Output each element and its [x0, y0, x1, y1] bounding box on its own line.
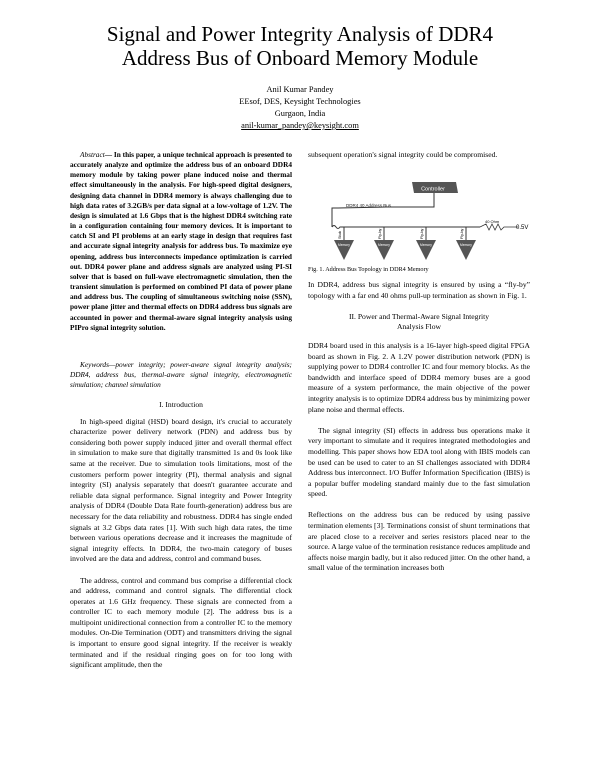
keywords [70, 360, 292, 390]
abstract-label: Abstract [80, 150, 105, 159]
bus-label: DDR4 40 Address Bus [346, 203, 392, 208]
section-2-paragraph-3: Reflections on the address bus can be reduced by using passive termination elements [3]. Terminations consist of shunt terminations that are placed close to a receiver and series resistors placed near to the source. A large value of the termination resistance reduces amplitude and affects noise margin badly, but it also reduced jitter. On the other hand, a small value of the termination increases both [308, 510, 530, 573]
branch-1 [338, 227, 344, 240]
fly-by-paragraph: In DDR4, address bus signal integrity is ensured by using a “fly-by” topology with a far end 40 ohms pull-up termination as shown in Fig. 1. [308, 280, 530, 300]
section-1-paragraph-1: In high-speed digital (HSD) board design, it's crucial to accurately characterize power delivery network (PDN) and address bus by considering both power supply induced jitter and overall thermal effect in simulation to make sure that digitally transmitted 1s and 0s look like same at the receiver. Due to simulation tools limitations, most of the customers perform power integrity (PI), thermal analysis and signal integrity (SI) analysis separately that doesn't guarantee accurate and reliable data signal performance. Signal integrity and Power Integrity analysis of DDR4 (Double Data Rate fourth-generation) address bus are necessary for the data reliability and robustness. DDR4 has single ended signals at 3.2 Gbps data rates [1]. With such high data rates, the time between various operations decrease and it increases the magnitude of signal integrity effects. In DDR4, the two-main category of buses involved are the data and address, control and command buses. [70, 416, 292, 564]
termination-volt-label: 0.5V [516, 225, 529, 231]
abstract [70, 150, 292, 333]
title-line-2: Address Bus of Onboard Memory Module [121, 46, 479, 70]
bus-trunk [332, 193, 434, 227]
branch-label: Fly-by [460, 228, 464, 239]
memory-device-2 [374, 240, 394, 260]
branch-4 [460, 227, 466, 240]
branch-3 [420, 227, 426, 240]
spacer [308, 333, 530, 341]
title-line-1: Signal and Power Integrity Analysis of DDR4 [106, 22, 494, 46]
paper-title [40, 22, 560, 70]
section-2-heading-line-1: II. Power and Thermal-Aware Signal Integrity [348, 311, 490, 321]
continued-paragraph: subsequent operation's signal integrity could be compromised. [308, 150, 498, 159]
author-city: Gurgaon, India [274, 109, 326, 118]
section-1-paragraph-2: The address, control and command bus comprise a differential clock and address, command and control signals. The differential clock operates at 1.6 GHz frequency. These signals are connected from a controller IC to each memory module [2]. The address bus is a multipoint unidirectional connection from a controller IC to the memory modules. On-Die Termination (ODT) and transmitters driving the signal is important to ensure good signal integrity. If the receiver is weakly terminated and if the residual ringing goes on for too long with significant amplitude, then the [70, 575, 292, 670]
memory-label: Memory [378, 243, 390, 247]
memory-label: Memory [460, 243, 472, 247]
section-1-heading: I. Introduction [159, 400, 203, 409]
section-2-heading [308, 312, 530, 333]
termination-ohm-label: 40 Ohm [485, 219, 500, 224]
memory-label: Memory [338, 243, 350, 247]
author-block [150, 84, 450, 132]
memory-label: Memory [420, 243, 432, 247]
section-2-heading-line-2: Analysis Flow [396, 322, 442, 332]
fig1-topology-diagram [308, 172, 530, 262]
fly-by-line [332, 226, 480, 229]
section-2-paragraph-1: DDR4 board used in this analysis is a 16-layer high-speed digital FPGA board as shown in Fig. 2. A 1.2V power distribution network (PDN) is supplying power to DDR4 controller IC and four memory blocks. As the bandwidth and interface speed of DDR4 memory buses are a good measure of a system performance, the main objective of the power integrity analysis is to optimize DDR4 address bus by minimizing power plane noise and thermal effects. [308, 340, 530, 414]
branch-label: Stub [338, 231, 342, 239]
memory-device-1 [334, 240, 354, 260]
figure-1-caption: Fig. 1. Address Bus Topology in DDR4 Memory [308, 266, 429, 273]
branch-2 [378, 227, 384, 240]
memory-device-3 [416, 240, 436, 260]
section-1 [70, 400, 292, 681]
branch-label: Fly-by [420, 228, 424, 239]
right-column-body [308, 280, 530, 585]
right-top-text [308, 150, 530, 171]
abstract-text: — In this paper, a unique technical approach is presented to accurately analyze and optimize the address bus of an onboard DDR4 memory module by taking power plane induced noise and thermal effect simultaneously in the analysis. For high-speed digital designers, designing data channel in DDR4 memory is always challenging due to high data rates of 3.2GB/s per data signal at a low-voltage of 1.2V. The design is simulated at 1.6 Gbps that is the highest DDR4 switching rate in a configuration containing four memory devices. It is important to catch SI and PI problems at an early stage in design that requires fast and accurate signal integrity analysis for address bus. To maximize eye opening, address bus interconnects impedance optimization is carried out. DDR4 power plane and address signals are analyzed using PI-SI solver that is based on full-wave electromagnetic simulation, then the transient simulation is performed on combined PI data of power plane and address bus. The coupling of simultaneous switching noise (SSN), power plane jitter and thermal effects on DDR4 address bus signals are accounted in power and thermal-aware signal integrity analysis using PIPro signal integrity solution. [70, 150, 292, 332]
termination-resistor [480, 224, 518, 230]
section-2-paragraph-2: The signal integrity (SI) effects in address bus operations make it very important to simulate and it requires integrated methodologies and modelling. This paper shows how EDA tool along with IBIS models can be used can be used to cater to an SI challenges associated with DDR4 Address bus interconnect. I/O Buffer Information Specification (IBIS) is a popular buffer modeling standard mainly due to the fast simulation speed. [308, 425, 530, 499]
branch-label: Fly-by [378, 228, 382, 239]
controller-label: Controller [421, 186, 445, 193]
memory-device-4 [456, 240, 476, 260]
author-email[interactable]: anil-kumar_pandey@keysight.com [241, 121, 359, 130]
author-affiliation: EEsof, DES, Keysight Technologies [239, 97, 361, 106]
keywords-text: Keywords—power integrity; power-aware signal integrity analysis; DDR4, address bus, thermal-aware signal integrity, electromagnetic simulation; channel simulation [70, 360, 292, 390]
author-name: Anil Kumar Pandey [266, 85, 334, 94]
